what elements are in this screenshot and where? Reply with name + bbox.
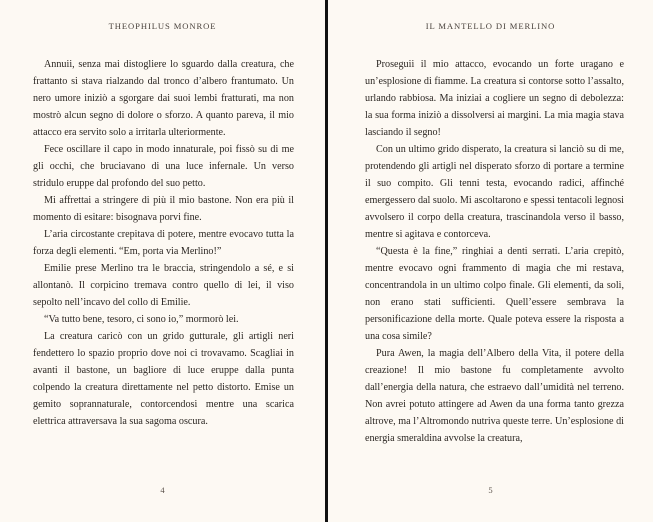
paragraph: L’aria circostante crepitava di potere, mentre evocavo tutta la forza degli elementi. “Em, porta via Merlino!”: [33, 229, 294, 257]
paragraph: Emilie prese Merlino tra le braccia, stringendolo a sé, e si allontanò. Il corpicino tremava contro quello di lei, il viso sepolto nell’incavo del collo di Emilie.: [33, 263, 294, 308]
page-number: 5: [488, 485, 493, 495]
left-page-body: [33, 56, 294, 430]
paragraph: Pura Awen, la magia dell’Albero della Vita, il potere della creazione! Il mio bastone fu completamente avvolto dall’energia della natura, che estraevo dall’umidità nel terreno. Non avrei potuto attingere ad Awen da una forma tanto grezza altrove, ma l’Altromondo nutriva queste terre. Un’esplosione di energia smeraldina avvolse la creatura,: [365, 348, 624, 444]
paragraph: Con un ultimo grido disperato, la creatura si lanciò su di me, protendendo gli artigli nel disperato sforzo di portare a termine il suo compito. Gli tenni testa, evocando radici, affinché emergessero dal suolo. Mi ascoltarono e spessi tentacoli legnosi avvolsero il corpo della creatura, trascinandola verso il basso, mentre si agitava e contorceva.: [365, 144, 624, 240]
paragraph: Fece oscillare il capo in modo innaturale, poi fissò su di me gli occhi, che bruciavano di una luce infernale. Un verso stridulo eruppe dal profondo del suo petto.: [33, 144, 294, 189]
paragraph: “Questa è la fine,” ringhiai a denti serrati. L’aria crepitò, mentre evocavo ogni frammento di magia che mi restava, concentrandola in un ultimo colpo finale. Gli elementi, da soli, non erano stati sufficienti. Quell’essere sembrava la personificazione della morte. Quale poteva essere la risposta a una cosa simile?: [365, 246, 624, 342]
left-page: [0, 0, 325, 522]
running-header-author: THEOPHILUS MONROE: [108, 21, 217, 31]
paragraph: La creatura caricò con un grido gutturale, gli artigli neri fendettero lo spazio proprio dove noi ci trovavamo. Scagliai in avanti il bastone, un bagliore di luce eruppe dalla punta colpendo la creatura direttamente nel petto distorto. Emise un gemito soprannaturale, contorcendosi mentre una scarica elettrica attraversava la sua sagoma oscura.: [33, 331, 294, 427]
running-header-title: IL MANTELLO DI MERLINO: [425, 21, 556, 31]
page-number: 4: [160, 485, 165, 495]
paragraph: Proseguii il mio attacco, evocando un forte uragano e un’esplosione di fiamme. La creatura si contorse sotto l’assalto, urlando rabbiosa. Ma iniziai a cogliere un segno di debolezza: la sua forma iniziò a dissolversi ai margini. La mia magia stava lasciando il segno!: [365, 59, 624, 138]
paragraph: Annuii, senza mai distogliere lo sguardo dalla creatura, che frattanto si stava rialzando dal tronco d’albero frantumato. Un nero umore iniziò a sgorgare dai suoi lembi fratturati, ma non mostrò alcun segno di dolore o sforzo. A quanto pareva, il mio attacco era servito solo a irritarla ulteriormente.: [33, 59, 294, 138]
right-page-body: [365, 56, 624, 447]
right-page: [328, 0, 653, 522]
paragraph: Mi affrettai a stringere di più il mio bastone. Non era più il momento di esitare: bisognava porvi fine.: [33, 195, 294, 223]
paragraph: “Va tutto bene, tesoro, ci sono io,” mormorò lei.: [44, 314, 239, 325]
